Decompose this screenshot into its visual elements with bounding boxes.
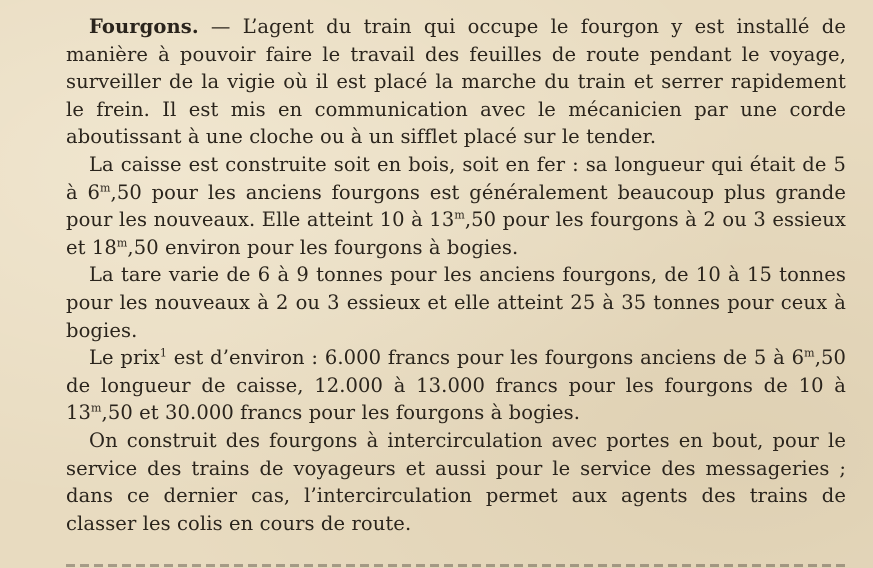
text-segment: est d’environ : 6.000 francs pour les fourgons anciens de 5 à 6 bbox=[166, 346, 805, 370]
text-segment: ,50 environ pour les fourgons à bogies. bbox=[127, 235, 519, 259]
cut-off-next-line bbox=[66, 560, 846, 568]
unit-superscript: m bbox=[454, 208, 465, 222]
cut-off-text-fragment bbox=[66, 564, 846, 567]
paragraph-text: On construit des fourgons à intercirculation avec portes en bout, pour le service des trains de voyageurs et aussi pour le service des messageries ; dans ce dernier cas, l’intercirculation permet aux agents des trains de classer les colis en cours de route. bbox=[66, 428, 846, 535]
text-segment: ,50 de longueur de caisse, 12.000 à 13.000 francs pour les fourgons de 10 à 13 bbox=[66, 346, 846, 425]
text-segment: Le prix bbox=[89, 346, 160, 370]
paragraph-tare bbox=[66, 261, 846, 344]
text-segment: La caisse est construite soit en bois, soit en fer : sa longueur qui était de 5 à 6 bbox=[66, 152, 846, 204]
unit-superscript: m bbox=[100, 181, 111, 195]
paragraph-prix bbox=[66, 344, 846, 427]
text-segment: ,50 et 30.000 francs pour les fourgons à bogies. bbox=[101, 401, 581, 425]
text-segment: ,50 pour les fourgons à 2 ou 3 essieux et 18 bbox=[66, 208, 846, 259]
paragraph-text: — L’agent du train qui occupe le fourgon y est installé de manière à pouvoir faire le travail des feuilles de route pendant le voyage, surveiller de la vigie où il est placé la marche du train et serrer rapidement le frein. Il est mis en communication avec le mécanicien par une corde aboutissant à une cloche ou à un sifflet placé sur le tender. bbox=[66, 15, 846, 149]
unit-superscript: m bbox=[91, 401, 102, 415]
paragraph-text: La tare varie de 6 à 9 tonnes pour les anciens fourgons, de 10 à 15 tonnes pour les nouveaux à 2 ou 3 essieux et elle atteint 25 à 35 tonnes pour ceux à bogies. bbox=[66, 263, 846, 342]
paragraph-intercirculation bbox=[66, 427, 846, 537]
text-segment: ,50 pour les anciens fourgons est généralement beaucoup plus grande pour les nouveaux. Elle atteint 10 à 13 bbox=[66, 180, 846, 232]
footnote-marker: 1 bbox=[159, 346, 167, 360]
paragraph-caisse bbox=[66, 151, 846, 261]
unit-superscript: m bbox=[116, 236, 128, 250]
section-heading: Fourgons. bbox=[89, 15, 199, 38]
paragraph-fourgons bbox=[66, 13, 846, 151]
unit-superscript: m bbox=[804, 346, 815, 360]
body-text bbox=[66, 13, 846, 537]
